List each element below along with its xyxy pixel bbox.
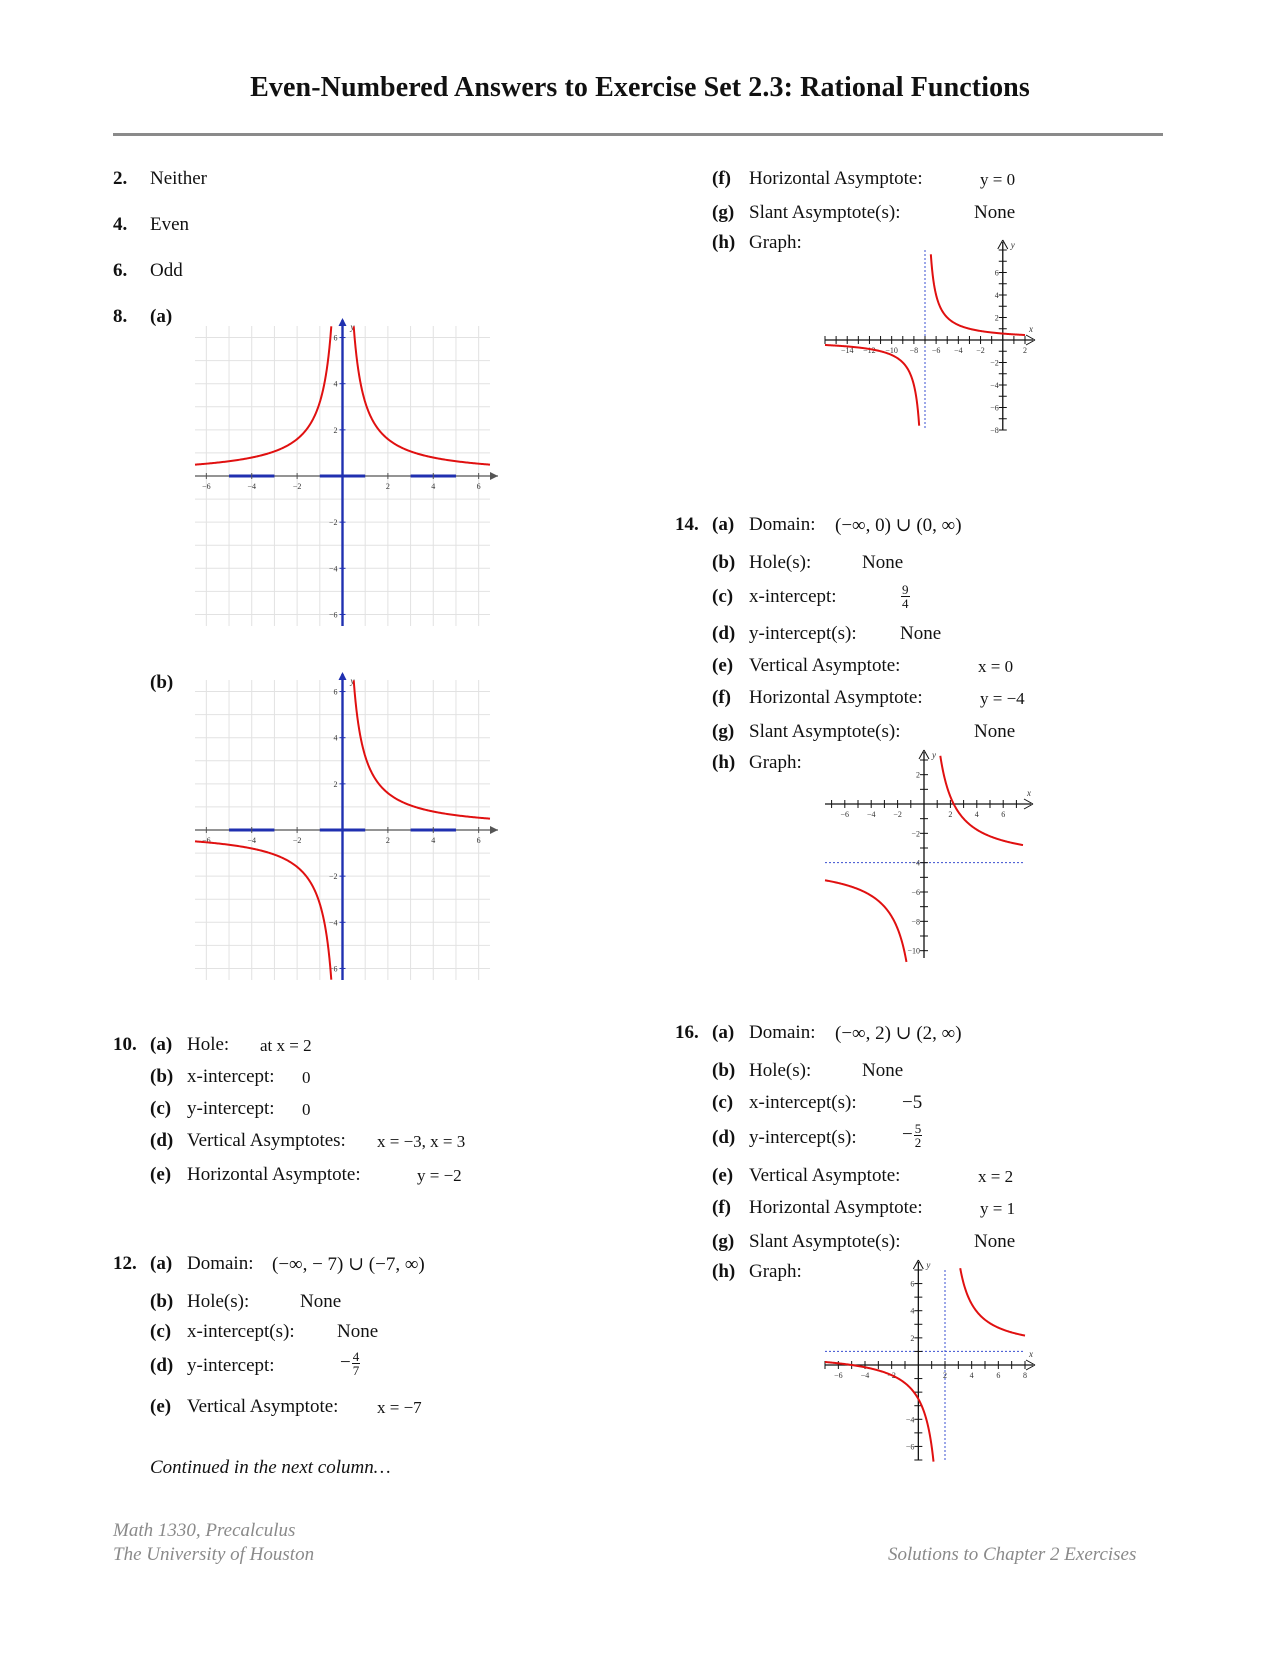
ex16-number: 16. — [675, 1022, 699, 1043]
ex16-b-value: None — [862, 1060, 904, 1081]
ex14-c-numerator: 9 — [902, 582, 909, 597]
ex12-g-label: Slant Asymptote(s): — [749, 202, 901, 223]
ex14-g-tag: (g) — [712, 721, 735, 742]
y-axis-letter: y — [1010, 240, 1015, 250]
x-axis-letter: x — [1029, 324, 1033, 334]
x-tick-label: 4 — [974, 810, 979, 819]
ex10-b-value: 0 — [302, 1068, 311, 1087]
graph-14 — [817, 752, 1049, 964]
y-tick-label: −4 — [328, 564, 338, 574]
ex14-d-value: None — [900, 623, 942, 644]
x-tick-label: −6 — [202, 482, 211, 491]
ex16-b-label: Hole(s): — [749, 1060, 812, 1081]
y-tick-label: −6 — [328, 964, 338, 974]
ex16-e-tag: (e) — [712, 1165, 734, 1186]
ex12-d-label: y-intercept: — [187, 1355, 275, 1376]
ex16-d-tag: (d) — [712, 1127, 736, 1148]
footer-school: The University of Houston — [113, 1544, 315, 1565]
curve-left — [195, 841, 331, 979]
x-tick-label: −10 — [885, 346, 898, 355]
ex14-f-value: y = −4 — [980, 689, 1025, 708]
ex12-b-value: None — [300, 1291, 342, 1312]
y-tick-label: 2 — [333, 779, 338, 789]
x-tick-label: 2 — [948, 810, 953, 819]
x-axis-letter: x — [1029, 1349, 1033, 1359]
ex12-d-sign: − — [340, 1351, 351, 1373]
curve-left — [825, 880, 906, 962]
ex12-d-tag: (d) — [150, 1355, 174, 1376]
ex14-d-tag: (d) — [712, 623, 736, 644]
x-tick-label: −2 — [292, 836, 302, 845]
ex14-c-fraction — [901, 583, 910, 610]
ex12-number: 12. — [113, 1253, 137, 1274]
y-tick-label: −4 — [328, 918, 338, 928]
graph-12 — [820, 242, 1055, 454]
title-divider — [113, 133, 1163, 136]
ex14-h-tag: (h) — [712, 752, 736, 773]
y-tick-label: 2 — [333, 425, 338, 435]
x-tick-label: −2 — [292, 482, 302, 491]
x-tick-label: −4 — [247, 482, 256, 491]
ex12-d-denominator: 7 — [352, 1363, 360, 1378]
x-tick-label: 2 — [1023, 346, 1027, 355]
y-tick-label: 4 — [994, 291, 999, 300]
ex14-b-label: Hole(s): — [749, 552, 812, 573]
ex12-f-tag: (f) — [712, 168, 731, 189]
x-tick-label: −14 — [840, 346, 854, 355]
ex10-b-label: x-intercept: — [187, 1066, 275, 1087]
ex14-b-tag: (b) — [712, 552, 736, 573]
x-tick-label: −8 — [909, 346, 919, 355]
ex14-g-label: Slant Asymptote(s): — [749, 721, 901, 742]
ex8-part-a: (a) — [150, 306, 173, 327]
ex10-e-tag: (e) — [150, 1164, 172, 1185]
y-tick-label: −6 — [328, 610, 338, 620]
ex16-d-fraction — [914, 1122, 923, 1149]
x-tick-label: 4 — [969, 1371, 974, 1380]
x-tick-label: −6 — [834, 1371, 843, 1380]
x-tick-label: 2 — [385, 836, 390, 845]
ex14-f-tag: (f) — [712, 687, 731, 708]
ex14-c-denominator: 4 — [902, 596, 909, 611]
x-axis-arrow — [490, 826, 498, 834]
ex12-g-tag: (g) — [712, 202, 735, 223]
ex10-d-value: x = −3, x = 3 — [377, 1132, 466, 1151]
ex12-a-tag: (a) — [150, 1253, 173, 1274]
continued-note: Continued in the next column… — [150, 1457, 391, 1478]
ex14-a-tag: (a) — [712, 514, 735, 535]
y-tick-label: −2 — [328, 872, 338, 882]
ex16-e-label: Vertical Asymptote: — [749, 1165, 901, 1186]
y-tick-label: 4 — [910, 1306, 915, 1316]
ex10-e-label: Horizontal Asymptote: — [187, 1164, 361, 1185]
y-tick-label: 6 — [910, 1279, 915, 1289]
ex12-c-label: x-intercept(s): — [187, 1321, 295, 1342]
ex16-g-tag: (g) — [712, 1231, 735, 1252]
y-axis-arrow — [339, 672, 347, 680]
y-axis-letter: y — [932, 750, 936, 760]
ex12-e-value: x = −7 — [377, 1398, 422, 1417]
y-axis-letter: y — [926, 1260, 931, 1270]
ex16-d-sign: − — [902, 1123, 913, 1145]
ex12-c-value: None — [337, 1321, 379, 1342]
ex14-e-tag: (e) — [712, 655, 734, 676]
x-tick-label: 6 — [1001, 810, 1006, 819]
ex16-a-tag: (a) — [712, 1022, 735, 1043]
x-tick-label: −4 — [860, 1371, 870, 1380]
x-tick-label: 6 — [476, 482, 481, 491]
x-tick-label: −6 — [840, 810, 850, 819]
ex16-f-tag: (f) — [712, 1197, 731, 1218]
ex8-part-b: (b) — [150, 672, 174, 693]
ex14-e-value: x = 0 — [978, 657, 1014, 676]
ex10-b-tag: (b) — [150, 1066, 174, 1087]
ex10-c-label: y-intercept: — [187, 1098, 275, 1119]
y-tick-label: 4 — [333, 733, 338, 743]
ex10-a-label: Hole: — [187, 1034, 230, 1055]
x-tick-label: 2 — [385, 482, 390, 491]
ex10-c-value: 0 — [302, 1100, 311, 1119]
ex16-b-tag: (b) — [712, 1060, 736, 1081]
y-axis-letter: y — [350, 322, 355, 332]
x-axis-arrow — [490, 472, 498, 480]
ex14-number: 14. — [675, 514, 699, 535]
ex14-h-label: Graph: — [749, 752, 802, 773]
ex16-d-denominator: 2 — [914, 1135, 922, 1150]
ex12-h-tag: (h) — [712, 232, 736, 253]
y-tick-label: −6 — [905, 1442, 915, 1452]
ex16-d-label: y-intercept(s): — [749, 1127, 857, 1148]
ex16-a-value: (−∞, 2) ∪ (2, ∞) — [835, 1023, 962, 1044]
x-tick-label: −4 — [954, 346, 963, 355]
ex16-g-label: Slant Asymptote(s): — [749, 1231, 901, 1252]
x-axis-letter: x — [1027, 788, 1031, 798]
curve-right — [940, 756, 1023, 845]
y-axis-letter: y — [350, 676, 355, 686]
ex14-a-value: (−∞, 0) ∪ (0, ∞) — [835, 515, 962, 536]
ex12-d-numerator: 4 — [352, 1349, 360, 1364]
ex14-c-value — [900, 583, 910, 610]
ex14-c-label: x-intercept: — [749, 586, 837, 607]
y-tick-label: −2 — [911, 829, 920, 839]
ex4-answer: Even — [150, 214, 190, 235]
ex12-e-tag: (e) — [150, 1396, 172, 1417]
ex8-number: 8. — [113, 306, 128, 327]
x-tick-label: −2 — [887, 1371, 896, 1380]
ex16-d-value — [902, 1122, 922, 1149]
ex14-d-label: y-intercept(s): — [749, 623, 857, 644]
x-tick-label: 2 — [943, 1371, 947, 1380]
y-tick-label: −2 — [328, 518, 338, 528]
x-tick-label: −12 — [863, 346, 876, 355]
curve-right — [354, 326, 490, 464]
ex12-a-label: Domain: — [187, 1253, 254, 1274]
ex12-a-value: (−∞, − 7) ∪ (−7, ∞) — [272, 1254, 425, 1275]
ex16-f-label: Horizontal Asymptote: — [749, 1197, 923, 1218]
ex2-answer: Neither — [150, 168, 207, 189]
y-tick-label: 6 — [333, 687, 338, 697]
ex16-h-label: Graph: — [749, 1261, 802, 1282]
x-tick-label: 8 — [1023, 1371, 1027, 1380]
y-tick-label: 6 — [333, 333, 338, 343]
ex10-a-tag: (a) — [150, 1034, 173, 1055]
ex16-a-label: Domain: — [749, 1022, 816, 1043]
ex14-f-label: Horizontal Asymptote: — [749, 687, 923, 708]
ex14-c-tag: (c) — [712, 586, 734, 607]
y-tick-label: −6 — [911, 888, 920, 897]
x-tick-label: −6 — [202, 836, 211, 845]
ex14-e-label: Vertical Asymptote: — [749, 655, 901, 676]
ex6-number: 6. — [113, 260, 128, 281]
ex16-c-tag: (c) — [712, 1092, 734, 1113]
curve-right — [960, 1268, 1025, 1335]
ex16-h-tag: (h) — [712, 1261, 736, 1282]
ex2-number: 2. — [113, 168, 128, 189]
y-tick-label: 2 — [994, 313, 999, 323]
ex10-d-tag: (d) — [150, 1130, 174, 1151]
x-tick-label: 4 — [431, 836, 436, 845]
ex12-c-tag: (c) — [150, 1321, 172, 1342]
ex16-e-value: x = 2 — [978, 1167, 1014, 1186]
graph-16 — [817, 1262, 1049, 1472]
y-tick-label: 4 — [333, 379, 338, 389]
page-title: Even-Numbered Answers to Exercise Set 2.3: Rational Functions — [250, 72, 1030, 103]
ex12-b-tag: (b) — [150, 1291, 174, 1312]
x-tick-label: −2 — [893, 810, 902, 819]
x-tick-label: −2 — [976, 346, 985, 355]
y-tick-label: 6 — [994, 268, 999, 278]
y-tick-label: −4 — [911, 858, 920, 868]
y-tick-label: −6 — [990, 403, 999, 413]
ex12-f-label: Horizontal Asymptote: — [749, 168, 923, 189]
footer-right: Solutions to Chapter 2 Exercises — [888, 1544, 1137, 1565]
ex6-answer: Odd — [150, 260, 183, 281]
curve-left — [825, 345, 919, 426]
y-tick-label: −10 — [907, 946, 920, 956]
ex14-b-value: None — [862, 552, 904, 573]
x-tick-label: 4 — [431, 482, 436, 491]
y-tick-label: −4 — [905, 1415, 915, 1425]
ex10-c-tag: (c) — [150, 1098, 172, 1119]
y-tick-label: −8 — [990, 426, 999, 435]
y-axis-arrow — [339, 318, 347, 326]
y-tick-label: −2 — [990, 358, 999, 368]
ex16-g-value: None — [974, 1231, 1016, 1252]
ex12-g-value: None — [974, 202, 1016, 223]
x-tick-label: 6 — [996, 1371, 1001, 1380]
ex10-d-label: Vertical Asymptotes: — [187, 1130, 346, 1151]
ex16-c-value: −5 — [902, 1092, 923, 1113]
y-tick-label: −4 — [990, 381, 999, 390]
ex16-c-label: x-intercept(s): — [749, 1092, 857, 1113]
graph-8a — [195, 322, 510, 640]
curve-right — [354, 680, 490, 818]
y-tick-label: 2 — [910, 1333, 915, 1343]
ex14-a-label: Domain: — [749, 514, 816, 535]
ex4-number: 4. — [113, 214, 128, 235]
ex12-b-label: Hole(s): — [187, 1291, 250, 1312]
y-tick-label: 2 — [916, 770, 920, 780]
ex12-h-label: Graph: — [749, 232, 802, 253]
x-tick-label: −4 — [866, 810, 876, 819]
x-tick-label: −4 — [247, 836, 256, 845]
x-tick-label: 6 — [476, 836, 481, 845]
x-tick-label: −6 — [931, 346, 941, 355]
ex12-d-fraction — [352, 1350, 361, 1377]
ex10-e-value: y = −2 — [417, 1166, 462, 1185]
ex10-a-value: at x = 2 — [260, 1036, 312, 1055]
curve-right — [931, 254, 1025, 335]
ex10-number: 10. — [113, 1034, 137, 1055]
y-tick-label: −8 — [911, 917, 920, 927]
ex16-d-numerator: 5 — [914, 1121, 922, 1136]
footer-course: Math 1330, Precalculus — [113, 1520, 296, 1541]
curve-left — [195, 326, 331, 464]
ex16-f-value: y = 1 — [980, 1199, 1016, 1218]
ex12-d-value — [340, 1350, 360, 1377]
ex14-g-value: None — [974, 721, 1016, 742]
graph-8b — [195, 676, 510, 994]
ex12-e-label: Vertical Asymptote: — [187, 1396, 339, 1417]
ex12-f-value: y = 0 — [980, 170, 1016, 189]
